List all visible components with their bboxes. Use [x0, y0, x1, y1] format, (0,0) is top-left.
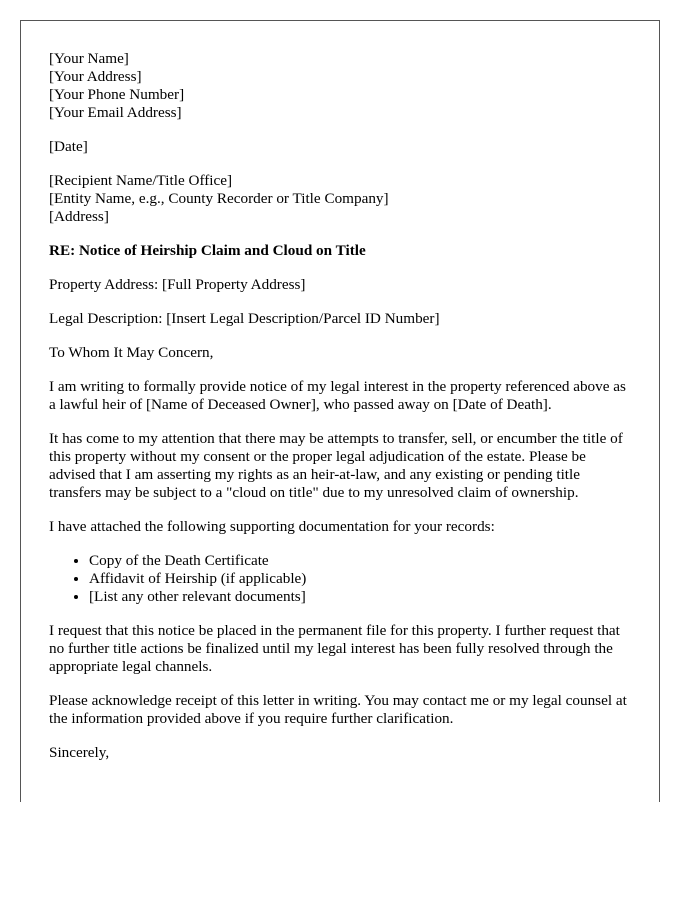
salutation: To Whom It May Concern,: [49, 344, 214, 361]
paragraph-attention: It has come to my attention that there may be attempts to transfer, sell, or encumber the title of this property without my consent or the proper legal adjudication of the estate. Please be advised that I am asserting my rights as an heir-at-law, and any existing or pending title transfers may be subject to a "cloud on title" due to my unresolved claim of ownership.: [49, 430, 623, 501]
sender-phone: [Your Phone Number]: [49, 86, 185, 103]
sender-name: [Your Name]: [49, 50, 129, 67]
list-item: • Affidavit of Heirship (if applicable): [89, 570, 631, 588]
sender-block: [49, 50, 631, 122]
paragraph-notice: I am writing to formally provide notice of my legal interest in the property referenced above as a lawful heir of [Name of Deceased Owner], who passed away on [Date of Death].: [49, 378, 626, 413]
subject-line: RE: Notice of Heirship Claim and Cloud on Title: [49, 242, 366, 259]
letter-body: [21, 21, 659, 762]
recipient-entity: [Entity Name, e.g., County Recorder or Title Company]: [49, 190, 389, 207]
closing: Sincerely,: [49, 744, 110, 761]
list-item: • [List any other relevant documents]: [89, 588, 631, 606]
letter-page: [20, 20, 660, 802]
recipient-name-title: [Recipient Name/Title Office]: [49, 172, 233, 189]
sender-address: [Your Address]: [49, 68, 142, 85]
attachments-list: [49, 552, 631, 606]
paragraph-request: I request that this notice be placed in the permanent file for this property. I further request that no further title actions be finalized until my legal interest has been fully resolved through the appropriate legal channels.: [49, 622, 620, 675]
recipient-address: [Address]: [49, 208, 109, 225]
paragraph-acknowledge: Please acknowledge receipt of this letter in writing. You may contact me or my legal counsel at the information provided above if you require further clarification.: [49, 692, 627, 727]
date-line: [Date]: [49, 138, 88, 155]
legal-description-line: Legal Description: [Insert Legal Description/Parcel ID Number]: [49, 310, 440, 327]
list-item: • Copy of the Death Certificate: [89, 552, 631, 570]
property-address-line: Property Address: [Full Property Address]: [49, 276, 306, 293]
recipient-block: [49, 172, 631, 226]
paragraph-attachments-intro: I have attached the following supporting documentation for your records:: [49, 518, 495, 535]
sender-email: [Your Email Address]: [49, 104, 182, 121]
